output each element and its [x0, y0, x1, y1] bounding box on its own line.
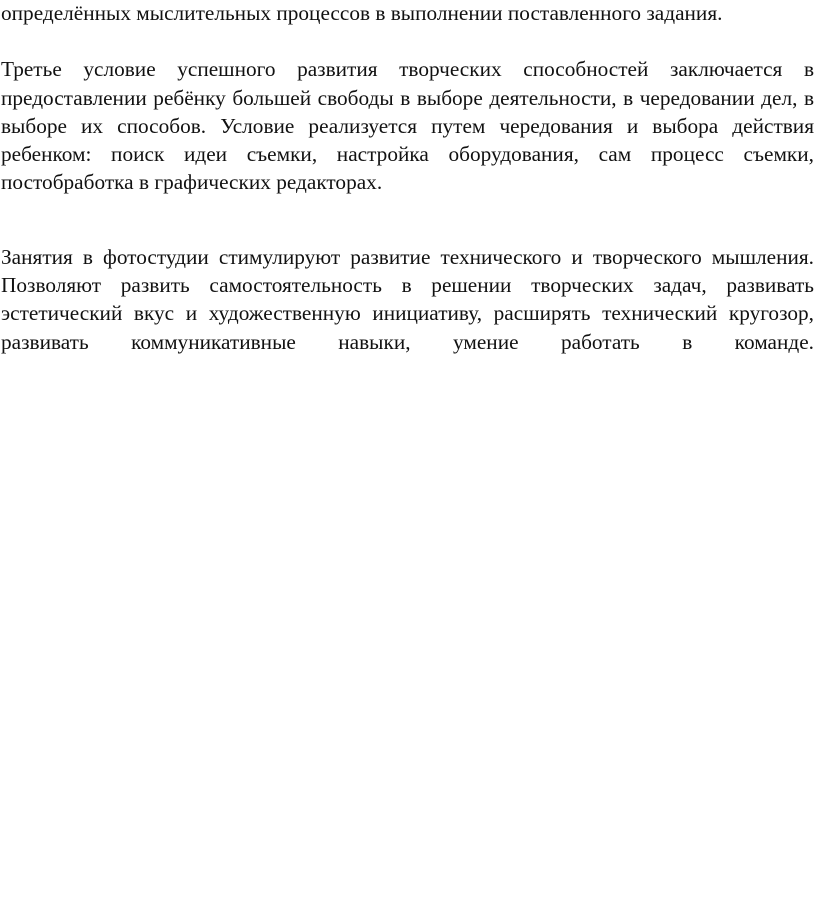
paragraph-continuation	[1, 0, 814, 27]
paragraph-text: Третье условие успешного развития творческих способностей заключается в предоставлении ребёнку большей свободы в выборе деятельности, в чередовании дел, в выборе их способов. Условие реализуется путем чередования и выбора действия ребенком: поиск идеи съемки, настройка оборудования, сам процесс съемки, постобработка в графических редакторах.	[1, 57, 814, 195]
paragraph-text: Занятия в фотостудии стимулируют развитие технического и творческого мышления. Позволяют развить самостоятельность в решении творческих задач, развивать эстетический вкус и художественную инициативу, расширять технический кругозор, развивать коммуникативные навыки, умение работать в команде.	[1, 245, 814, 354]
paragraph-photostudio	[1, 243, 814, 356]
paragraph-third-condition	[1, 55, 814, 196]
paragraph-text: определённых мыслительных процессов в выполнении поставленного задания.	[1, 1, 723, 25]
